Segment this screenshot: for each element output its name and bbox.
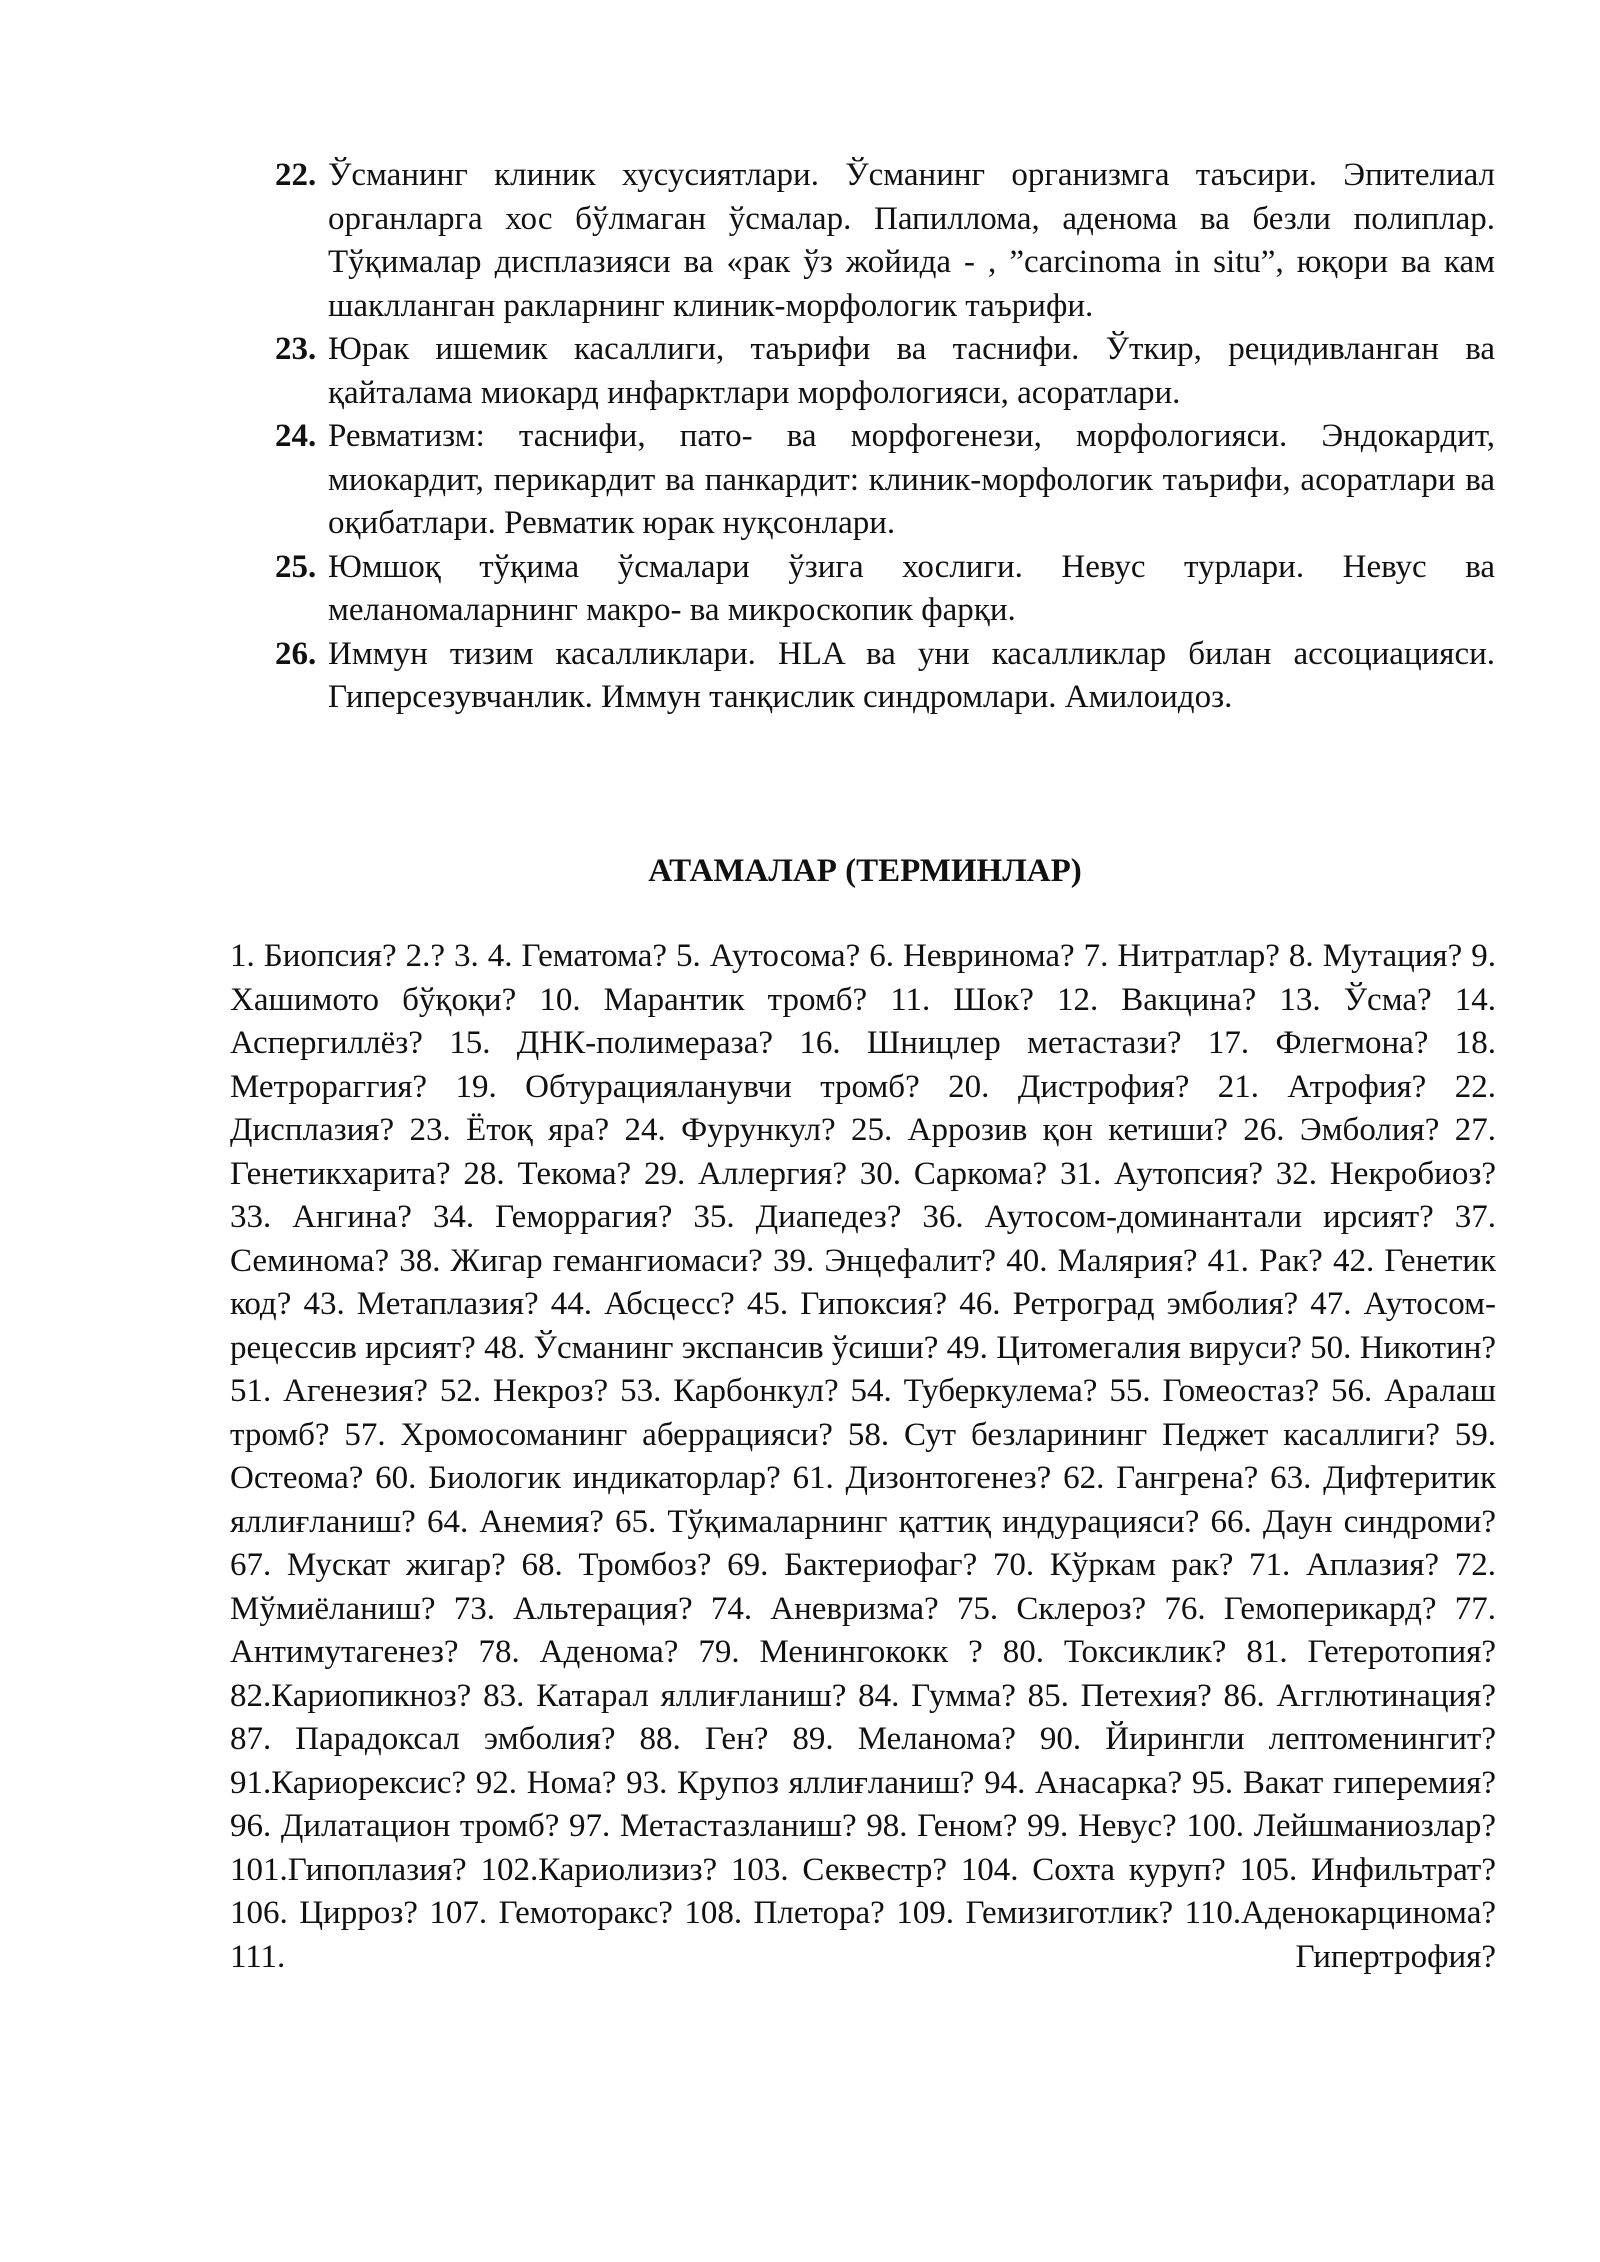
question-number: 25. [275, 548, 317, 585]
question-item [275, 546, 1495, 633]
question-item [275, 415, 1495, 546]
section-heading: АТАМАЛАР (ТЕРМИНЛАР) [648, 853, 1082, 889]
question-text: Ўсманинг клиник хусусиятлари. Ўсманинг организмга таъсири. Эпителиал органларга хос бўлмаган ўсмалар. Папиллома, аденома ва безли полиплар. Тўқималар дисплазияси ва «рак ўз жойида - , ”carcinoma in situ”, юқори ва кам шаклланган ракларнинг клиник-морфологик таърифи. [328, 157, 1495, 324]
question-item [275, 328, 1495, 415]
question-text: Юмшоқ тўқима ўсмалари ўзига хослиги. Невус турлари. Невус ва меланомаларнинг макро- ва микроскопик фарқи. [328, 548, 1495, 628]
question-item [275, 633, 1495, 720]
question-text: Ревматизм: таснифи, пато- ва морфогенези, морфологияси. Эндокардит, миокардит, перикардит ва панкардит: клиник-морфологик таърифи, асоратлари ва оқибатлари. Ревматик юрак нуқсонлари. [328, 418, 1495, 541]
question-number: 22. [275, 157, 317, 193]
question-number: 23. [275, 331, 317, 367]
question-item [275, 154, 1495, 328]
question-number: 24. [275, 418, 317, 454]
question-number: 26. [275, 635, 317, 672]
exam-questions-list [275, 154, 1495, 720]
question-text: Юрак ишемик касаллиги, таърифи ва таснифи. Ўткир, рецидивланган ва қайталама миокард инфарктлари морфологияси, асоратлари. [328, 331, 1495, 411]
question-text: Иммун тизим касалликлари. HLA ва уни касалликлар билан ассоциацияси. Гиперсезувчанлик. Иммун танқислик синдромлари. Амилоидоз. [328, 635, 1495, 715]
terms-paragraph: 1. Биопсия? 2.? 3. 4. Гематома? 5. Аутосома? 6. Невринома? 7. Нитратлар? 8. Мутация? 9. Хашимото бўқоқи? 10. Марантик тромб? 11. Шок? 12. Вакцина? 13. Ўсма? 14. Аспергиллёз? 15. ДНК-полимераза? 16. Шницлер метастази? 17. Флегмона? 18. Метрораггия? 19. Обтурацияланувчи тромб? 20. Дистрофия? 21. Атрофия? 22. Дисплазия? 23. Ётоқ яра? 24. Фурункул? 25. Аррозив қон кетиши? 26. Эмболия? 27. Генетикхарита? 28. Текома? 29. Аллергия? 30. Саркома? 31. Аутопсия? 32. Некробиоз? 33. Ангина? 34. Геморрагия? 35. Диапедез? 36. Аутосом-доминантали ирсият? 37. Семинома? 38. Жигар гемангиомаси? 39. Энцефалит? 40. Малярия? 41. Рак? 42. Генетик код? 43. Метаплазия? 44. Абсцесс? 45. Гипоксия? 46. Ретроград эмболия? 47. Аутосом-рецессив ирсият? 48. Ўсманинг экспансив ўсиши? 49. Цитомегалия вируси? 50. Никотин? 51. Агенезия? 52. Некроз? 53. Карбонкул? 54. Туберкулема? 55. Гомеостаз? 56. Аралаш тромб? 57. Хромосоманинг аберрацияси? 58. Сут безларининг Педжет касаллиги? 59. Остеома? 60. Биологик индикаторлар? 61. Дизонтогенез? 62. Гангрена? 63. Дифтеритик яллиғланиш? 64. Анемия? 65. Тўқималарнинг қаттиқ индурацияси? 66. Даун синдроми? 67. Мускат жигар? 68. Тромбоз? 69. Бактериофаг? 70. Кўркам рак? 71. Аплазия? 72. Мўмиёланиш? 73. Альтерация? 74. Аневризма? 75. Склероз? 76. Гемоперикард? 77. Антимутагенез? 78. Аденома? 79. Менингококк ? 80. Токсиклик? 81. Гетеротопия? 82.Кариопикноз? 83. Катарал яллиғланиш? 84. Гумма? 85. Петехия? 86. Агглютинация? 87. Парадоксал эмболия? 88. Ген? 89. Меланома? 90. Йирингли лептоменингит? 91.Кариорексис? 92. Нома? 93. Крупоз яллиғланиш? 94. Анасарка? 95. Вакат гиперемия? 96. Дилатацион тромб? 97. Метастазланиш? 98. Геном? 99. Невус? 100. Лейшманиозлар? 101.Гипоплазия? 102.Кариолизиз? 103. Секвестр? 104. Сохта куруп? 105. Инфильтрат? 106. Цирроз? 107. Гемоторакс? 108. Плетора? 109. Гемизиготлик? 110.Аденокарцинома? 111. Гипертрофия? [230, 938, 1496, 1975]
